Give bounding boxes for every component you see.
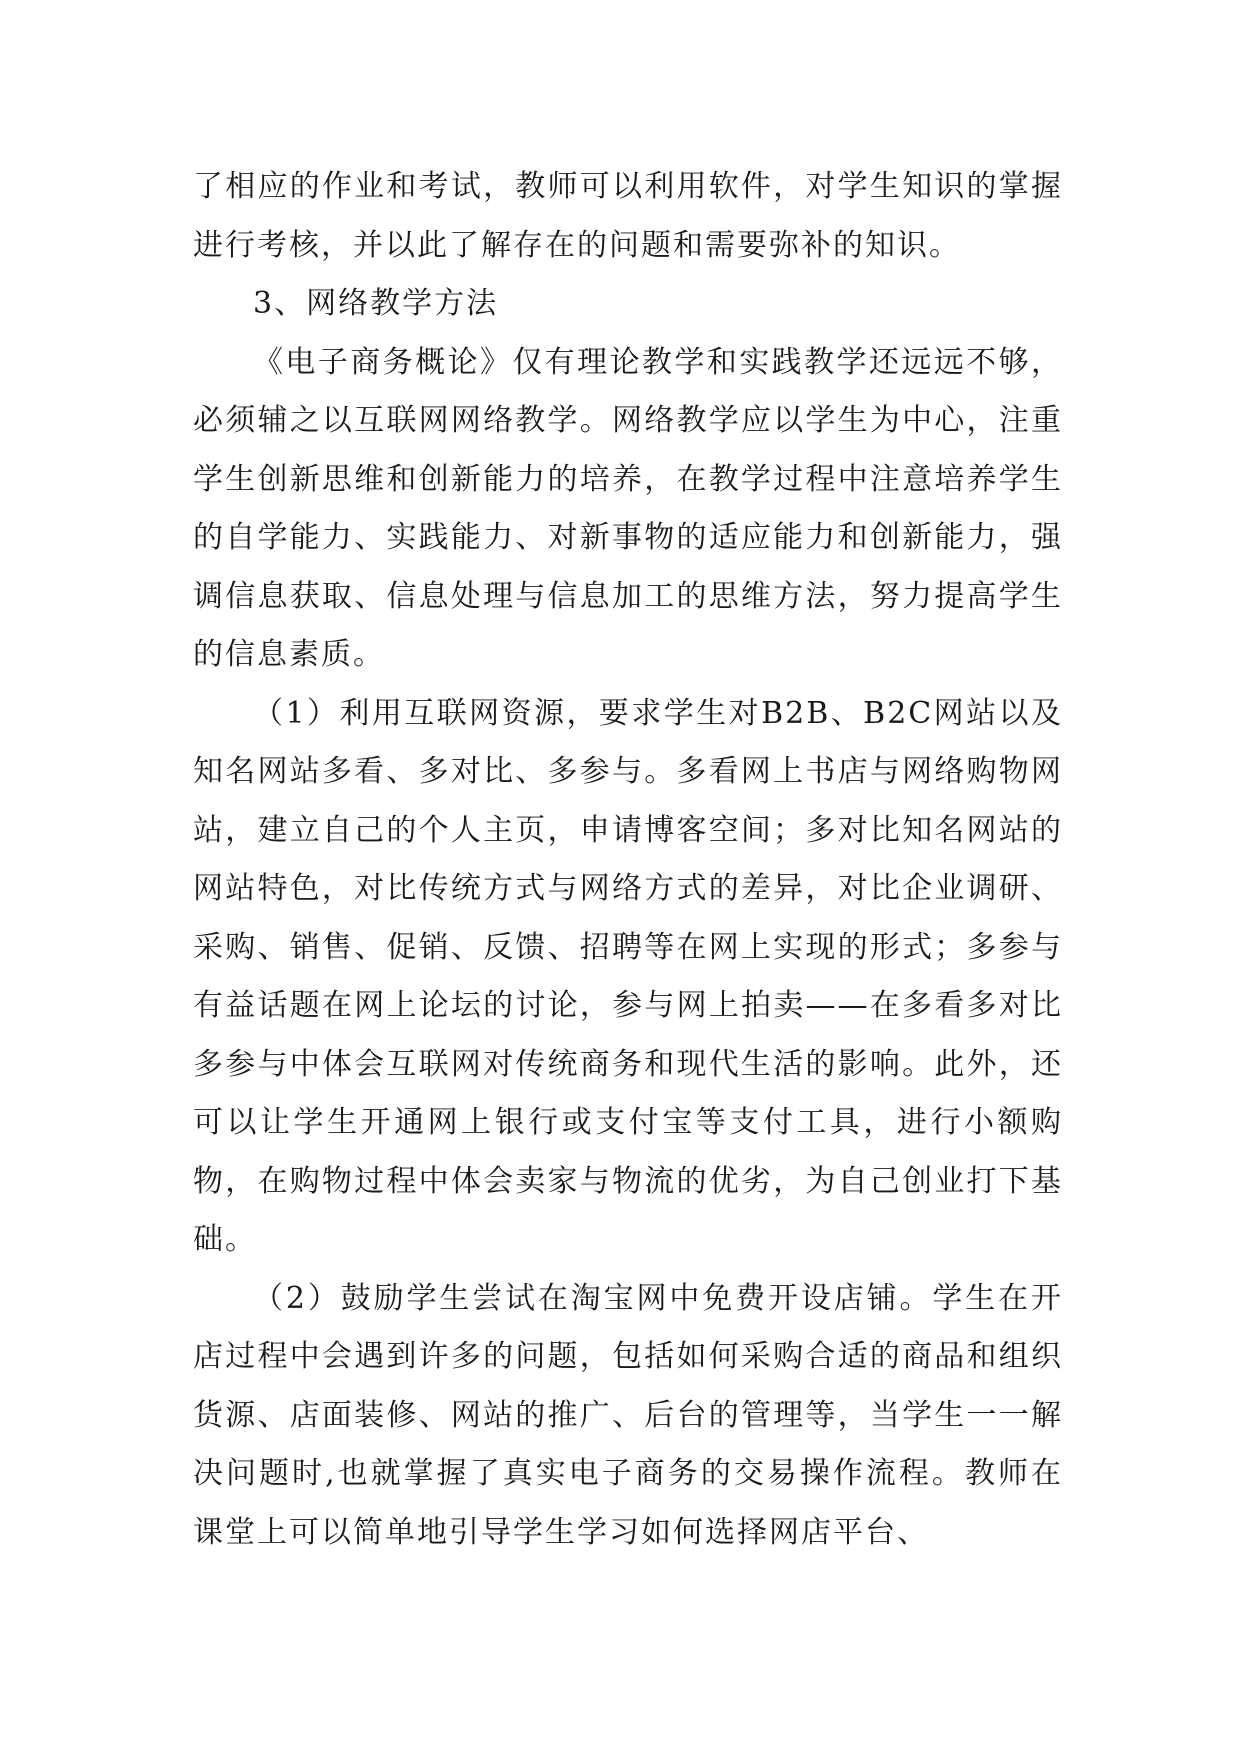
document-body [193,158,1063,1562]
section-heading: 3、网络教学方法 [253,286,499,321]
paragraph-network-teaching: 《电子商务概论》仅有理论教学和实践教学还远远不够，必须辅之以互联网网络教学。网络教学应以学生为中心，注重学生创新思维和创新能力的培养，在教学过程中注意培养学生的自学能力、实践能力、对新事物的适应能力和创新能力，强调信息获取、信息处理与信息加工的思维方法，努力提高学生的信息素质。 [193,344,1063,672]
paragraph-item-2: （2）鼓励学生尝试在淘宝网中免费开设店铺。学生在开店过程中会遇到许多的问题，包括如何采购合适的商品和组织货源、店面装修、网站的推广、后台的管理等，当学生一一解决问题时,也就掌握了真实电子商务的交易操作流程。教师在课堂上可以简单地引导学生学习如何选择网店平台、 [193,1280,1063,1550]
paragraph-item-1: （1）利用互联网资源，要求学生对B2B、B2C网站以及知名网站多看、多对比、多参与。多看网上书店与网络购物网站，建立自己的个人主页，申请博客空间；多对比知名网站的网站特色，对比传统方式与网络方式的差异，对比企业调研、采购、销售、促销、反馈、招聘等在网上实现的形式；多参与有益话题在网上论坛的讨论，参与网上拍卖——在多看多对比多参与中体会互联网对传统商务和现代生活的影响。此外，还可以让学生开通网上银行或支付宝等支付工具，进行小额购物，在购物过程中体会卖家与物流的优劣，为自己创业打下基础。 [193,695,1063,1257]
paragraph-continuation: 了相应的作业和考试，教师可以利用软件，对学生知识的掌握进行考核，并以此了解存在的问题和需要弥补的知识。 [193,169,1063,263]
